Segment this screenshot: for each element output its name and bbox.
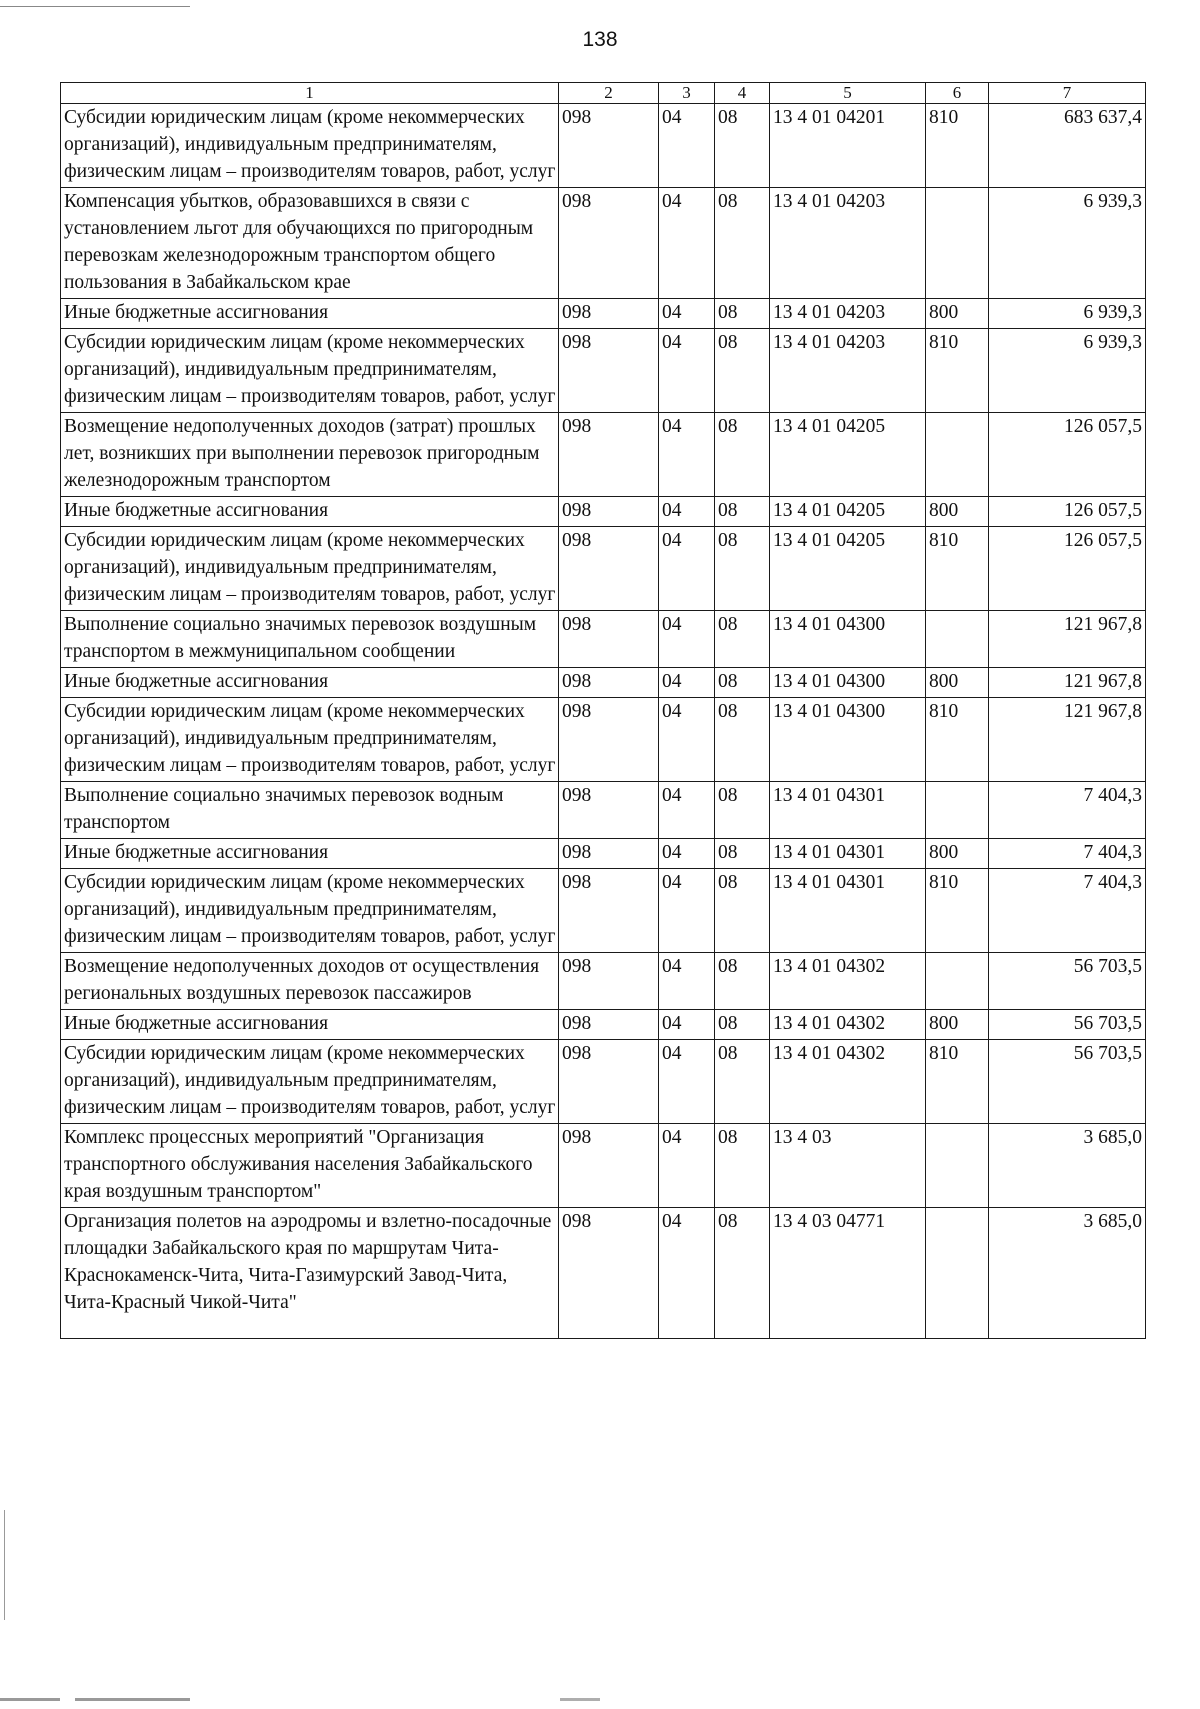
amount: 56 703,5: [989, 1010, 1146, 1040]
subsection-code: 08: [715, 698, 770, 782]
section-code: 04: [659, 668, 715, 698]
expense-type-code: [926, 953, 989, 1010]
column-number: 2: [559, 83, 659, 104]
amount: 126 057,5: [989, 527, 1146, 611]
subsection-code: 08: [715, 1040, 770, 1124]
table-row: [61, 104, 1146, 188]
section-code: 04: [659, 1040, 715, 1124]
section-code: 04: [659, 299, 715, 329]
chapter-code: 098: [559, 413, 659, 497]
chapter-code: 098: [559, 611, 659, 668]
table-row: [61, 1208, 1146, 1339]
target-article-code: 13 4 03: [770, 1124, 926, 1208]
amount: 126 057,5: [989, 497, 1146, 527]
section-code: 04: [659, 869, 715, 953]
amount: 7 404,3: [989, 839, 1146, 869]
column-number: 3: [659, 83, 715, 104]
item-name: Возмещение недополученных доходов от осуществления региональных воздушных перевозок пассажиров: [61, 953, 559, 1010]
table-row: [61, 497, 1146, 527]
chapter-code: 098: [559, 782, 659, 839]
target-article-code: 13 4 01 04300: [770, 668, 926, 698]
chapter-code: 098: [559, 698, 659, 782]
item-name: Комплекс процессных мероприятий "Организация транспортного обслуживания населения Забайкальского края воздушным транспортом": [61, 1124, 559, 1208]
table-row: [61, 611, 1146, 668]
chapter-code: 098: [559, 497, 659, 527]
budget-table: [60, 82, 1146, 1339]
table-row: [61, 329, 1146, 413]
table-row: [61, 782, 1146, 839]
table-row: [61, 668, 1146, 698]
item-name: Субсидии юридическим лицам (кроме некоммерческих организаций), индивидуальным предпринимателям, физическим лицам – производителям товаров, работ, услуг: [61, 869, 559, 953]
expense-type-code: 810: [926, 698, 989, 782]
target-article-code: 13 4 01 04302: [770, 1040, 926, 1124]
amount: 7 404,3: [989, 782, 1146, 839]
chapter-code: 098: [559, 668, 659, 698]
chapter-code: 098: [559, 1208, 659, 1339]
target-article-code: 13 4 01 04203: [770, 188, 926, 299]
amount: 7 404,3: [989, 869, 1146, 953]
section-code: 04: [659, 698, 715, 782]
item-name: Субсидии юридическим лицам (кроме некоммерческих организаций), индивидуальным предпринимателям, физическим лицам – производителям товаров, работ, услуг: [61, 329, 559, 413]
item-name: Выполнение социально значимых перевозок водным транспортом: [61, 782, 559, 839]
chapter-code: 098: [559, 1040, 659, 1124]
column-number: 4: [715, 83, 770, 104]
table-row: [61, 953, 1146, 1010]
column-number: 5: [770, 83, 926, 104]
section-code: 04: [659, 188, 715, 299]
amount: 126 057,5: [989, 413, 1146, 497]
expense-type-code: [926, 1124, 989, 1208]
amount: 121 967,8: [989, 611, 1146, 668]
section-code: 04: [659, 497, 715, 527]
subsection-code: 08: [715, 1124, 770, 1208]
expense-type-code: 800: [926, 839, 989, 869]
chapter-code: 098: [559, 1010, 659, 1040]
target-article-code: 13 4 01 04301: [770, 839, 926, 869]
subsection-code: 08: [715, 104, 770, 188]
chapter-code: 098: [559, 1124, 659, 1208]
target-article-code: 13 4 01 04301: [770, 869, 926, 953]
expense-type-code: 800: [926, 1010, 989, 1040]
item-name: Организация полетов на аэродромы и взлетно-посадочные площадки Забайкальского края по маршрутам Чита-Краснокаменск-Чита, Чита-Газимурский Завод-Чита, Чита-Красный Чикой-Чита": [61, 1208, 559, 1339]
chapter-code: 098: [559, 527, 659, 611]
chapter-code: 098: [559, 188, 659, 299]
target-article-code: 13 4 01 04203: [770, 329, 926, 413]
target-article-code: 13 4 01 04302: [770, 1010, 926, 1040]
item-name: Иные бюджетные ассигнования: [61, 668, 559, 698]
item-name: Выполнение социально значимых перевозок воздушным транспортом в межмуниципальном сообщении: [61, 611, 559, 668]
section-code: 04: [659, 782, 715, 839]
section-code: 04: [659, 527, 715, 611]
subsection-code: 08: [715, 611, 770, 668]
table-row: [61, 527, 1146, 611]
target-article-code: 13 4 01 04302: [770, 953, 926, 1010]
chapter-code: 098: [559, 299, 659, 329]
scan-artifact-bottom: [0, 1698, 1200, 1701]
chapter-code: 098: [559, 104, 659, 188]
table-row: [61, 299, 1146, 329]
item-name: Субсидии юридическим лицам (кроме некоммерческих организаций), индивидуальным предпринимателям, физическим лицам – производителям товаров, работ, услуг: [61, 527, 559, 611]
section-code: 04: [659, 104, 715, 188]
table-row: [61, 869, 1146, 953]
subsection-code: 08: [715, 1208, 770, 1339]
subsection-code: 08: [715, 188, 770, 299]
table-row: [61, 839, 1146, 869]
target-article-code: 13 4 01 04205: [770, 413, 926, 497]
expense-type-code: 800: [926, 668, 989, 698]
subsection-code: 08: [715, 668, 770, 698]
subsection-code: 08: [715, 1010, 770, 1040]
expense-type-code: [926, 782, 989, 839]
expense-type-code: 810: [926, 527, 989, 611]
chapter-code: 098: [559, 953, 659, 1010]
amount: 56 703,5: [989, 953, 1146, 1010]
section-code: 04: [659, 329, 715, 413]
expense-type-code: 800: [926, 299, 989, 329]
amount: 6 939,3: [989, 188, 1146, 299]
section-code: 04: [659, 1124, 715, 1208]
column-number-row: [61, 83, 1146, 104]
expense-type-code: [926, 611, 989, 668]
amount: 6 939,3: [989, 299, 1146, 329]
amount: 121 967,8: [989, 668, 1146, 698]
section-code: 04: [659, 611, 715, 668]
amount: 3 685,0: [989, 1208, 1146, 1339]
subsection-code: 08: [715, 527, 770, 611]
chapter-code: 098: [559, 329, 659, 413]
item-name: Иные бюджетные ассигнования: [61, 1010, 559, 1040]
subsection-code: 08: [715, 839, 770, 869]
section-code: 04: [659, 953, 715, 1010]
target-article-code: 13 4 01 04300: [770, 698, 926, 782]
chapter-code: 098: [559, 869, 659, 953]
scan-artifact-mark: [4, 1510, 5, 1620]
scan-artifact-line: [0, 6, 190, 7]
item-name: Иные бюджетные ассигнования: [61, 497, 559, 527]
expense-type-code: 810: [926, 329, 989, 413]
item-name: Компенсация убытков, образовавшихся в связи с установлением льгот для обучающихся по пригородным перевозкам железнодорожным транспортом общего пользования в Забайкальском крае: [61, 188, 559, 299]
target-article-code: 13 4 01 04300: [770, 611, 926, 668]
expense-type-code: [926, 1208, 989, 1339]
amount: 6 939,3: [989, 329, 1146, 413]
column-number: 6: [926, 83, 989, 104]
subsection-code: 08: [715, 953, 770, 1010]
target-article-code: 13 4 01 04205: [770, 527, 926, 611]
target-article-code: 13 4 01 04201: [770, 104, 926, 188]
expense-type-code: 810: [926, 104, 989, 188]
table-row: [61, 698, 1146, 782]
expense-type-code: 810: [926, 1040, 989, 1124]
subsection-code: 08: [715, 782, 770, 839]
table-row: [61, 1010, 1146, 1040]
item-name: Иные бюджетные ассигнования: [61, 299, 559, 329]
expense-type-code: 800: [926, 497, 989, 527]
amount: 683 637,4: [989, 104, 1146, 188]
chapter-code: 098: [559, 839, 659, 869]
subsection-code: 08: [715, 299, 770, 329]
amount: 56 703,5: [989, 1040, 1146, 1124]
expense-type-code: [926, 413, 989, 497]
section-code: 04: [659, 1010, 715, 1040]
item-name: Субсидии юридическим лицам (кроме некоммерческих организаций), индивидуальным предпринимателям, физическим лицам – производителям товаров, работ, услуг: [61, 698, 559, 782]
target-article-code: 13 4 01 04205: [770, 497, 926, 527]
column-number: 1: [61, 83, 559, 104]
page-number: 138: [582, 28, 618, 51]
target-article-code: 13 4 03 04771: [770, 1208, 926, 1339]
target-article-code: 13 4 01 04301: [770, 782, 926, 839]
column-number: 7: [989, 83, 1146, 104]
subsection-code: 08: [715, 329, 770, 413]
item-name: Субсидии юридическим лицам (кроме некоммерческих организаций), индивидуальным предпринимателям, физическим лицам – производителям товаров, работ, услуг: [61, 104, 559, 188]
table-body: [61, 83, 1146, 1339]
subsection-code: 08: [715, 413, 770, 497]
target-article-code: 13 4 01 04203: [770, 299, 926, 329]
item-name: Субсидии юридическим лицам (кроме некоммерческих организаций), индивидуальным предпринимателям, физическим лицам – производителям товаров, работ, услуг: [61, 1040, 559, 1124]
item-name: Иные бюджетные ассигнования: [61, 839, 559, 869]
amount: 3 685,0: [989, 1124, 1146, 1208]
table-row: [61, 413, 1146, 497]
table-row: [61, 1124, 1146, 1208]
section-code: 04: [659, 839, 715, 869]
item-name: Возмещение недополученных доходов (затрат) прошлых лет, возникших при выполнении перевозок пригородным железнодорожным транспортом: [61, 413, 559, 497]
subsection-code: 08: [715, 497, 770, 527]
expense-type-code: 810: [926, 869, 989, 953]
table-row: [61, 188, 1146, 299]
table-row: [61, 1040, 1146, 1124]
amount: 121 967,8: [989, 698, 1146, 782]
section-code: 04: [659, 1208, 715, 1339]
section-code: 04: [659, 413, 715, 497]
subsection-code: 08: [715, 869, 770, 953]
expense-type-code: [926, 188, 989, 299]
